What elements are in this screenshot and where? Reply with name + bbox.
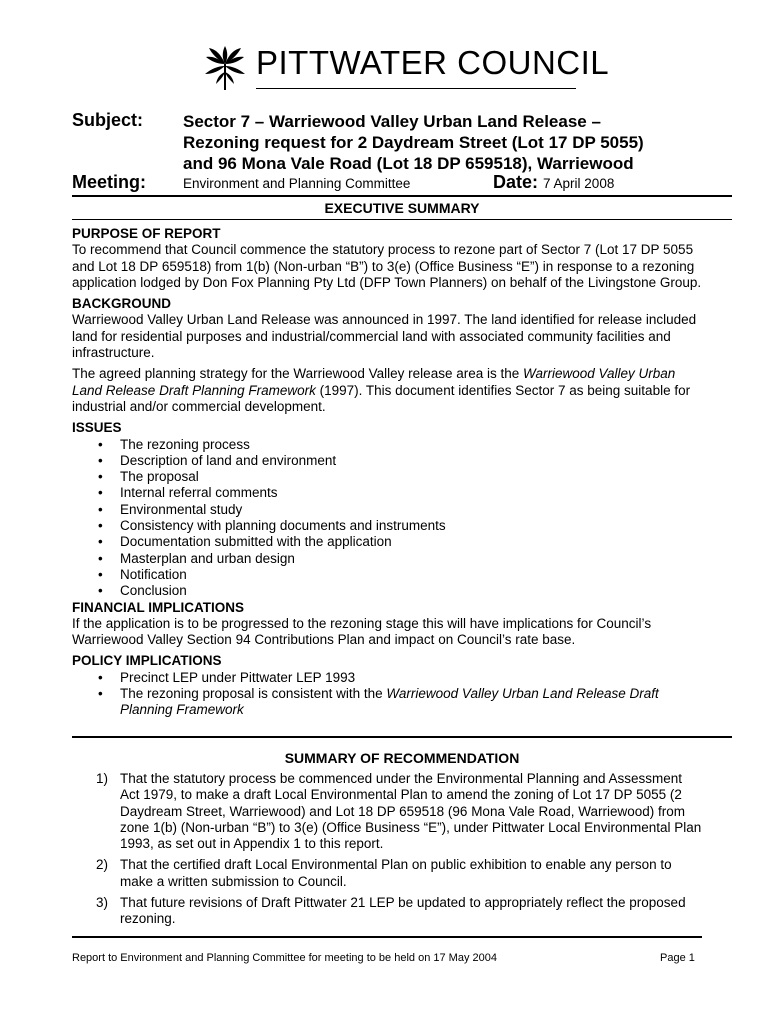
policy-item: • Precinct LEP under Pittwater LEP 1993	[72, 670, 702, 686]
recommendation-list	[72, 771, 702, 933]
purpose-text: To recommend that Council commence the statutory process to rezone part of Sector 7 (Lot 17 DP 5055 and Lot 18 DP 659518) from 1(b) (Non-urban “B”) to 3(e) (Office Business “E”) in response to a rezoning application lodged by Don Fox Planning Pty Ltd (DFP Town Planners) on behalf of the Livingstone Group.	[72, 242, 702, 290]
recommendation-item	[72, 771, 702, 852]
issue-item: • Environmental study	[72, 502, 702, 518]
date-field	[493, 172, 614, 193]
background-text: Warriewood Valley Urban Land Release was announced in 1997. The land identified for release included land for residential purposes and industrial/commercial land with associated community facilities and infrastructure.	[72, 312, 697, 361]
financial-heading: FINANCIAL IMPLICATIONS	[72, 599, 244, 615]
issues-list	[72, 437, 702, 600]
purpose-heading: PURPOSE OF REPORT	[72, 226, 221, 241]
subject-label: Subject:	[72, 110, 144, 130]
recommendation-title: SUMMARY OF RECOMMENDATION	[284, 750, 520, 766]
footer-divider	[72, 936, 702, 938]
recommendation-item	[72, 895, 702, 928]
subject-line: Sector 7 – Warriewood Valley Urban Land Release –	[183, 112, 601, 131]
recommendation-text: That future revisions of Draft Pittwater 21 LEP be updated to appropriately reflect the proposed rezoning.	[120, 895, 686, 927]
executive-summary-title: EXECUTIVE SUMMARY	[324, 200, 480, 216]
issue-item: • The proposal	[72, 469, 702, 485]
issue-item: • Masterplan and urban design	[72, 551, 702, 567]
background-heading: BACKGROUND	[72, 296, 171, 312]
date-value: 7 April 2008	[543, 176, 615, 191]
issue-item: • Documentation submitted with the application	[72, 534, 702, 550]
page-number: Page 1	[660, 952, 695, 964]
financial-text: If the application is to be progressed to the rezoning stage this will have implications for Council’s Warriewood Valley Section 94 Contributions Plan and impact on Council’s rate base.	[72, 615, 652, 648]
executive-summary-body	[72, 226, 702, 719]
issue-item: • Description of land and environment	[72, 453, 702, 469]
recommendation-number: 3)	[96, 895, 109, 911]
footer-text: Report to Environment and Planning Committee for meeting to be held on 17 May 2004	[72, 952, 497, 964]
executive-summary-divider	[72, 219, 732, 220]
meeting-value: Environment and Planning Committee	[183, 176, 411, 191]
date-label: Date:	[493, 172, 539, 192]
policy-list	[72, 670, 702, 719]
policy-heading: POLICY IMPLICATIONS	[72, 653, 222, 669]
background-text-strategy	[72, 366, 702, 415]
recommendation-item	[72, 857, 702, 890]
org-name: PITTWATER COUNCIL	[256, 44, 610, 81]
issue-item: • The rezoning process	[72, 437, 702, 453]
palm-frond-icon	[200, 42, 250, 92]
recommendation-divider	[72, 736, 732, 738]
background-text-pre: The agreed planning strategy for the Warriewood Valley release area is the	[72, 366, 523, 382]
header-divider	[72, 195, 732, 197]
policy-item-pre: The rezoning proposal is consistent with the	[120, 686, 387, 702]
meeting-label: Meeting:	[72, 172, 146, 192]
subject-text	[183, 111, 723, 174]
issue-item: • Internal referral comments	[72, 485, 702, 501]
recommendation-number: 2)	[96, 857, 109, 873]
subject-line: Rezoning request for 2 Daydream Street (Lot 17 DP 5055)	[183, 133, 644, 152]
framework-title: Warriewood Valley Urban Land Release Draft Planning Framework	[72, 366, 676, 398]
issue-item: • Conclusion	[72, 583, 702, 599]
recommendation-number: 1)	[96, 771, 109, 786]
background-text-post: (1997). This document identifies Sector 7 as being suitable for industrial and/or commercial development.	[72, 382, 691, 414]
issue-item: • Consistency with planning documents and instruments	[72, 518, 702, 534]
logo-underline	[256, 88, 576, 89]
subject-line: and 96 Mona Vale Road (Lot 18 DP 659518), Warriewood	[183, 154, 634, 173]
recommendation-text: That the certified draft Local Environmental Plan on public exhibition to enable any person to make a written submission to Council.	[120, 857, 672, 889]
issue-item: • Notification	[72, 567, 702, 583]
framework-title: Warriewood Valley Urban Land Release Draft Planning Framework	[120, 686, 659, 718]
council-logo	[200, 42, 610, 100]
policy-item	[72, 686, 702, 719]
recommendation-text: That the statutory process be commenced under the Environmental Planning and Assessment Act 1979, to make a draft Local Environmental Plan to amend the zoning of Lot 17 DP 5055 (2 Daydream Street, Warriewood) and Lot 18 DP 659518 (96 Mona Vale Road, Warriewood) from zone 1(b) (Non-urban “B”) to 3(e) (Office Business “E”), under Pittwater Local Environmental Plan 1993, as set out in Appendix 1 to this report.	[120, 771, 702, 852]
issues-heading: ISSUES	[72, 420, 122, 436]
